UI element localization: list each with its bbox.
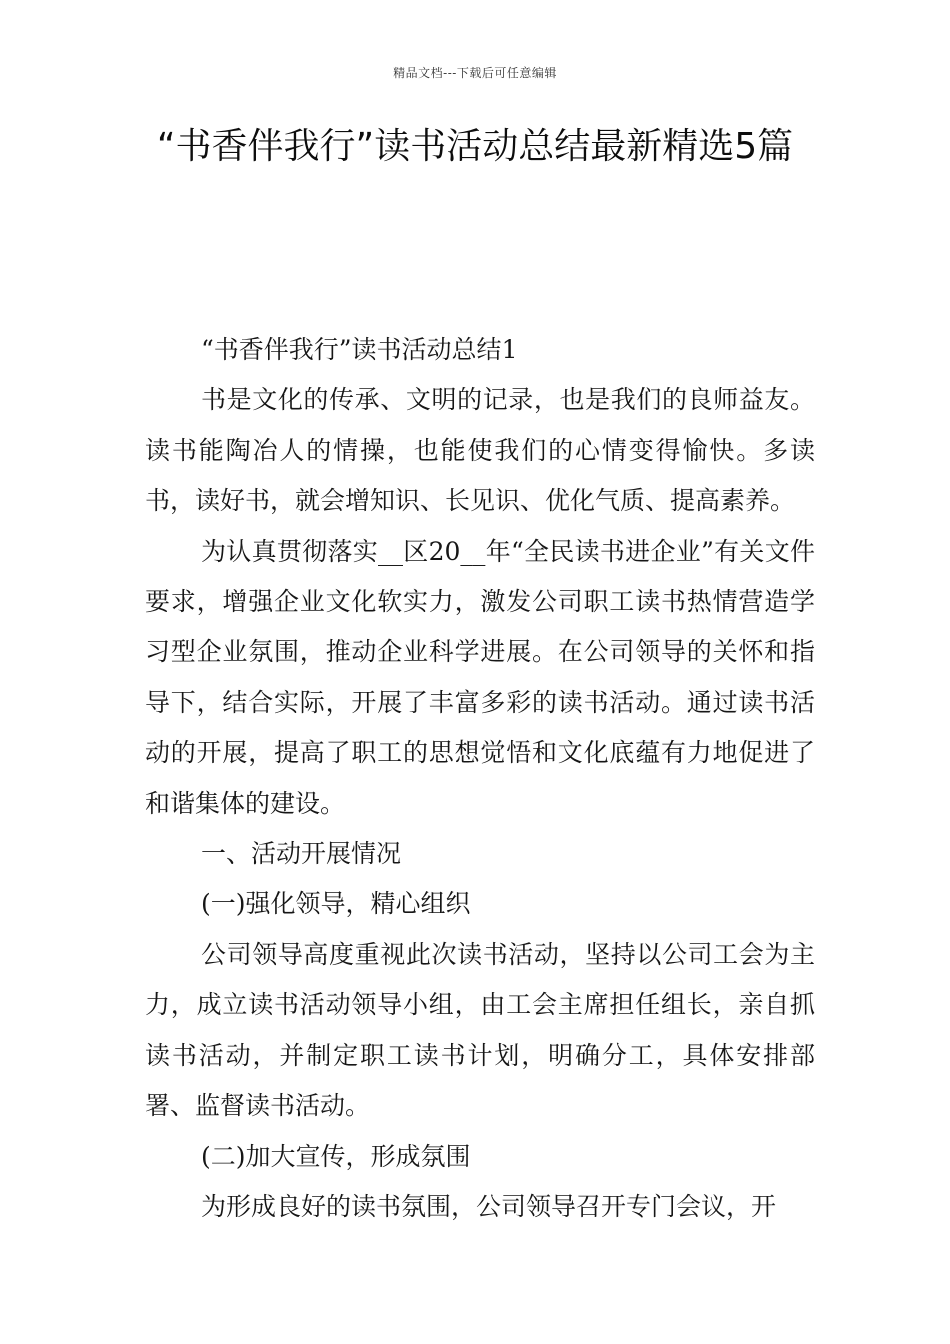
section-heading: 一、活动开展情况 bbox=[201, 839, 402, 869]
page-header-note: 精品文档---下载后可任意编辑 bbox=[393, 66, 557, 80]
body-paragraph: 为形成良好的读书氛围，公司领导召开专门会议，开 bbox=[201, 1191, 777, 1221]
body-paragraph: 公司领导高度重视此次读书活动，坚持以公司工会为主力，成立读书活动领导小组，由工会主席担任组长，亲自抓读书活动，并制定职工读书计划，明确分工，具体安排部署、监督读书活动。 bbox=[145, 939, 815, 1121]
body-paragraph: 为认真贯彻落实__区20__年“全民读书进企业”有关文件要求，增强企业文化软实力，激发公司职工读书热情营造学习型企业氛围，推动企业科学进展。在公司领导的关怀和指导下，结合实际，开展了丰富多彩的读书活动。通过读书活动的开展，提高了职工的思想觉悟和文化底蕴有力地促进了和谐集体的建设。 bbox=[145, 536, 815, 818]
body-paragraph: 书是文化的传承、文明的记录，也是我们的良师益友。读书能陶冶人的情操，也能使我们的心情变得愉快。多读书，读好书，就会增知识、长见识、优化气质、提高素养。 bbox=[145, 385, 815, 516]
document-title: “书香伴我行”读书活动总结最新精选5篇 bbox=[156, 126, 794, 167]
subsection-heading: (二)加大宣传，形成氛围 bbox=[201, 1141, 471, 1171]
section-heading: “书香伴我行”读书活动总结1 bbox=[201, 335, 518, 364]
subsection-heading: (一)强化领导，精心组织 bbox=[201, 889, 471, 919]
document-body bbox=[145, 325, 815, 1232]
